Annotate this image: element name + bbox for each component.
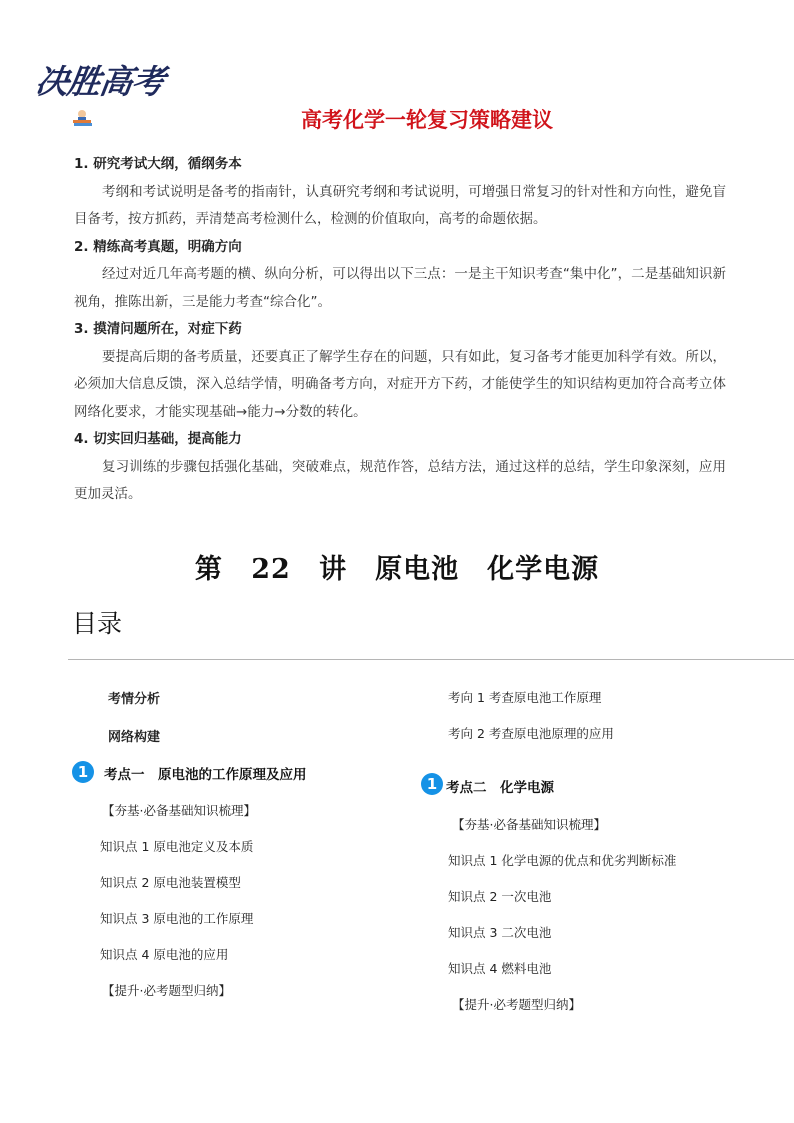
toc-link-knowledge[interactable]: 知识点 4 燃料电池 <box>448 961 552 976</box>
tip-body: 要提高后期的备考质量，还要真正了解学生存在的问题，只有如此，复习备考才能更加科学有效。所以，必须加大信息反馈，深入总结学情，明确备考方向，对症开方下药，才能使学生的知识结构更加符合高考立体网络化要求，才能实现基础→能力→分数的转化。 <box>74 348 726 420</box>
logo-text: 决胜高考 <box>32 62 167 101</box>
toc-link-section-1[interactable]: 考点一 原电池的工作原理及应用 <box>104 767 307 783</box>
toc-divider <box>68 659 794 660</box>
toc-link-exam-analysis[interactable]: 考情分析 <box>108 692 161 707</box>
tip-heading: 2. 精练高考真题，明确方向 <box>74 238 242 255</box>
section-number-badge: 1 <box>421 773 443 795</box>
toc-link-knowledge[interactable]: 知识点 3 原电池的工作原理 <box>100 911 254 926</box>
toc-link-direction[interactable]: 考向 1 考查原电池工作原理 <box>448 690 602 705</box>
toc-link-question-types[interactable]: 【提升·必考题型归纳】 <box>452 997 581 1012</box>
strategy-tips <box>74 151 726 509</box>
tip-body: 经过对近几年高考题的横、纵向分析，可以得出以下三点：一是主干知识考查“集中化”，二是基础知识新视角，推陈出新，三是能力考查“综合化”。 <box>74 266 726 310</box>
toc-link-knowledge[interactable]: 知识点 2 一次电池 <box>448 889 552 904</box>
toc-link-basics[interactable]: 【夯基·必备基础知识梳理】 <box>452 817 606 832</box>
tip-heading: 4. 切实回归基础，提高能力 <box>74 431 242 447</box>
toc-link-knowledge[interactable]: 知识点 3 二次电池 <box>448 925 552 940</box>
toc-title: 目录 <box>72 609 123 638</box>
toc-link-direction[interactable]: 考向 2 考查原电池原理的应用 <box>448 726 614 741</box>
toc-link-section-2[interactable]: 考点二 化学电源 <box>446 780 554 796</box>
lecture-title: 第 22 讲 原电池 化学电源 <box>194 554 600 585</box>
toc-link-network[interactable]: 网络构建 <box>108 730 161 745</box>
tip-heading: 1. 研究考试大纲，循纲务本 <box>74 156 242 172</box>
toc-link-knowledge[interactable]: 知识点 4 原电池的应用 <box>100 947 229 962</box>
toc-link-knowledge[interactable]: 知识点 1 化学电源的优点和优劣判断标准 <box>448 853 677 868</box>
tip-body: 考纲和考试说明是备考的指南针，认真研究考纲和考试说明，可增强日常复习的针对性和方向性，避免盲目备考，按方抓药，弄清楚高考检测什么，检测的价值取向，高考的命题依据。 <box>74 183 726 227</box>
toc-link-knowledge[interactable]: 知识点 2 原电池装置模型 <box>100 875 241 890</box>
section-number-badge: 1 <box>72 761 94 783</box>
toc-link-knowledge[interactable]: 知识点 1 原电池定义及本质 <box>100 839 254 854</box>
tip-body: 复习训练的步骤包括强化基础，突破难点，规范作答，总结方法，通过这样的总结，学生印象深刻，应用更加灵活。 <box>74 458 726 502</box>
tip-heading: 3. 摸清问题所在，对症下药 <box>74 321 242 337</box>
toc-link-question-types[interactable]: 【提升·必考题型归纳】 <box>102 983 231 998</box>
document-title: 高考化学一轮复习策略建议 <box>301 108 553 132</box>
toc-link-basics[interactable]: 【夯基·必备基础知识梳理】 <box>102 803 256 818</box>
